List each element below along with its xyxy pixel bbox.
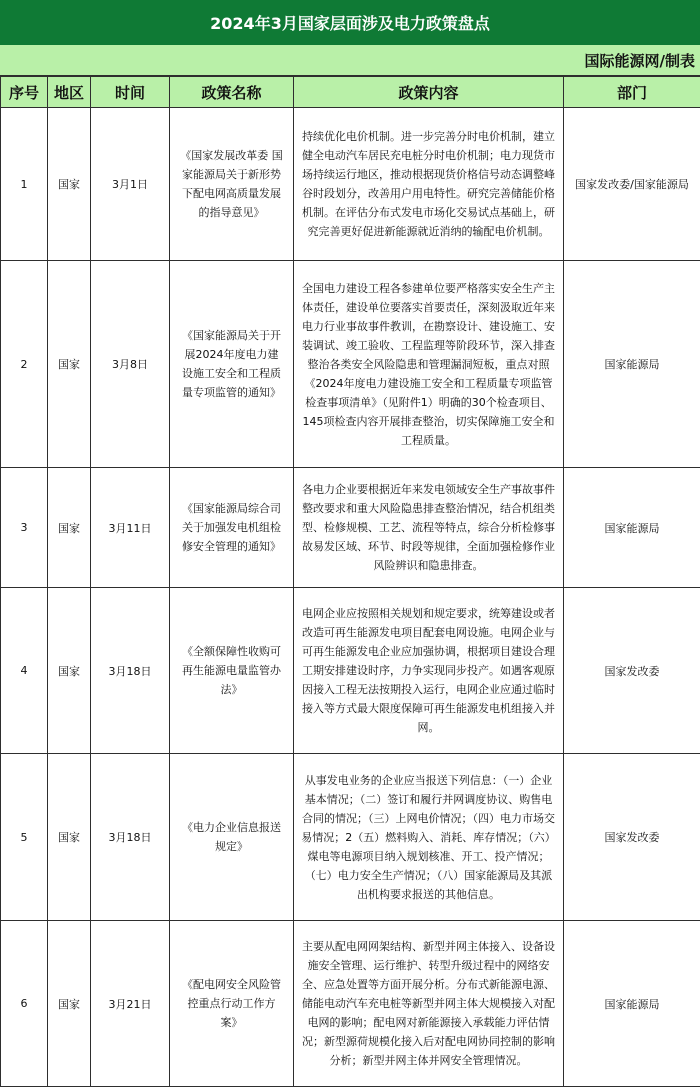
row-policy-content: 各电力企业要根据近年来发电领域安全生产事故事件整改要求和重大风险隐患排查整治情况，结合机组类型、检修规模、工艺、流程等特点，综合分析检修事故易发区域、环节、时段等规律，全面加强检修作业风险辨识和隐患排查。 [294,468,564,588]
row-policy-name: 《电力企业信息报送规定》 [170,754,294,921]
table-row [1,468,700,588]
row-policy-name: 《国家能源局综合司关于加强发电机组检修安全管理的通知》 [170,468,294,588]
header-no: 序号 [1,77,48,108]
policy-table [0,76,700,1087]
table-row [1,108,700,261]
table-row [1,754,700,921]
row-department: 国家发改委 [564,588,700,754]
header-policy-content: 政策内容 [294,77,564,108]
header-department: 部门 [564,77,700,108]
row-policy-content: 持续优化电价机制。进一步完善分时电价机制，建立健全电动汽车居民充电桩分时电价机制；电力现货市场持续运行地区，推动根据现货价格信号动态调整峰谷时段划分，改善用户用电特性。研究完善储能价格机制。在评估分布式发电市场化交易试点基础上，研究完善更好促进新能源就近消纳的输配电价机制。 [294,108,564,261]
row-date: 3月1日 [91,108,170,261]
row-policy-name: 《配电网安全风险管控重点行动工作方案》 [170,921,294,1087]
page-title: 2024年3月国家层面涉及电力政策盘点 [0,0,700,45]
row-policy-content: 全国电力建设工程各参建单位要严格落实安全生产主体责任，建设单位要落实首要责任，深刻汲取近年来电力行业事故事件教训，在勘察设计、建设施工、安装调试、竣工验收、工程监理等阶段环节，深入排查整治各类安全风险隐患和管理漏洞短板，重点对照《2024年度电力建设施工安全和工程质量专项监管检查事项清单》（见附件1）明确的30个检查项目、145项检查内容开展排查整治，切实保障施工安全和工程质量。 [294,261,564,468]
row-region: 国家 [48,921,91,1087]
row-date: 3月18日 [91,754,170,921]
header-policy-name: 政策名称 [170,77,294,108]
row-region: 国家 [48,261,91,468]
table-header-row [1,77,700,108]
row-policy-name: 《国家发展改革委 国家能源局关于新形势下配电网高质量发展的指导意见》 [170,108,294,261]
row-date: 3月8日 [91,261,170,468]
table-maker-credit: 国际能源网/制表 [0,45,700,76]
row-region: 国家 [48,588,91,754]
row-policy-name: 《全额保障性收购可再生能源电量监管办法》 [170,588,294,754]
row-no: 3 [1,468,48,588]
row-department: 国家能源局 [564,261,700,468]
row-no: 4 [1,588,48,754]
row-department: 国家能源局 [564,921,700,1087]
row-date: 3月21日 [91,921,170,1087]
table-row [1,588,700,754]
row-policy-content: 电网企业应按照相关规划和规定要求，统筹建设或者改造可再生能源发电项目配套电网设施。电网企业与可再生能源发电企业应加强协调，根据项目建设合理工期安排建设时序，力争实现同步投产。如遇客观原因接入工程无法按期投入运行，电网企业应通过临时接入等方式最大限度保障可再生能源发电机组接入并网。 [294,588,564,754]
row-policy-content: 从事发电业务的企业应当报送下列信息：（一）企业基本情况；（二）签订和履行并网调度协议、购售电合同的情况；（三）上网电价情况；（四）电力市场交易情况；2（五）燃料购入、消耗、库存情况；（六）煤电等电源项目纳入规划核准、开工、投产情况；（七）电力安全生产情况；（八）国家能源局及其派出机构要求报送的其他信息。 [294,754,564,921]
row-policy-content: 主要从配电网网架结构、新型并网主体接入、设备设施安全管理、运行维护、转型升级过程中的网络安全、应急处置等方面开展分析。分布式新能源电源、储能电动汽车充电桩等新型并网主体大规模接入对配电网的影响；配电网对新能源接入承载能力评估情况；新型源荷规模化接入后对配电网协同控制的影响分析；新型并网主体并网安全管理情况。 [294,921,564,1087]
row-date: 3月11日 [91,468,170,588]
row-department: 国家发改委 [564,754,700,921]
row-no: 6 [1,921,48,1087]
row-no: 5 [1,754,48,921]
row-region: 国家 [48,754,91,921]
row-policy-name: 《国家能源局关于开展2024年度电力建设施工安全和工程质量专项监管的通知》 [170,261,294,468]
header-date: 时间 [91,77,170,108]
table-row [1,261,700,468]
row-no: 1 [1,108,48,261]
header-region: 地区 [48,77,91,108]
row-date: 3月18日 [91,588,170,754]
row-department: 国家能源局 [564,468,700,588]
row-no: 2 [1,261,48,468]
table-row [1,921,700,1087]
row-department: 国家发改委/国家能源局 [564,108,700,261]
row-region: 国家 [48,108,91,261]
row-region: 国家 [48,468,91,588]
